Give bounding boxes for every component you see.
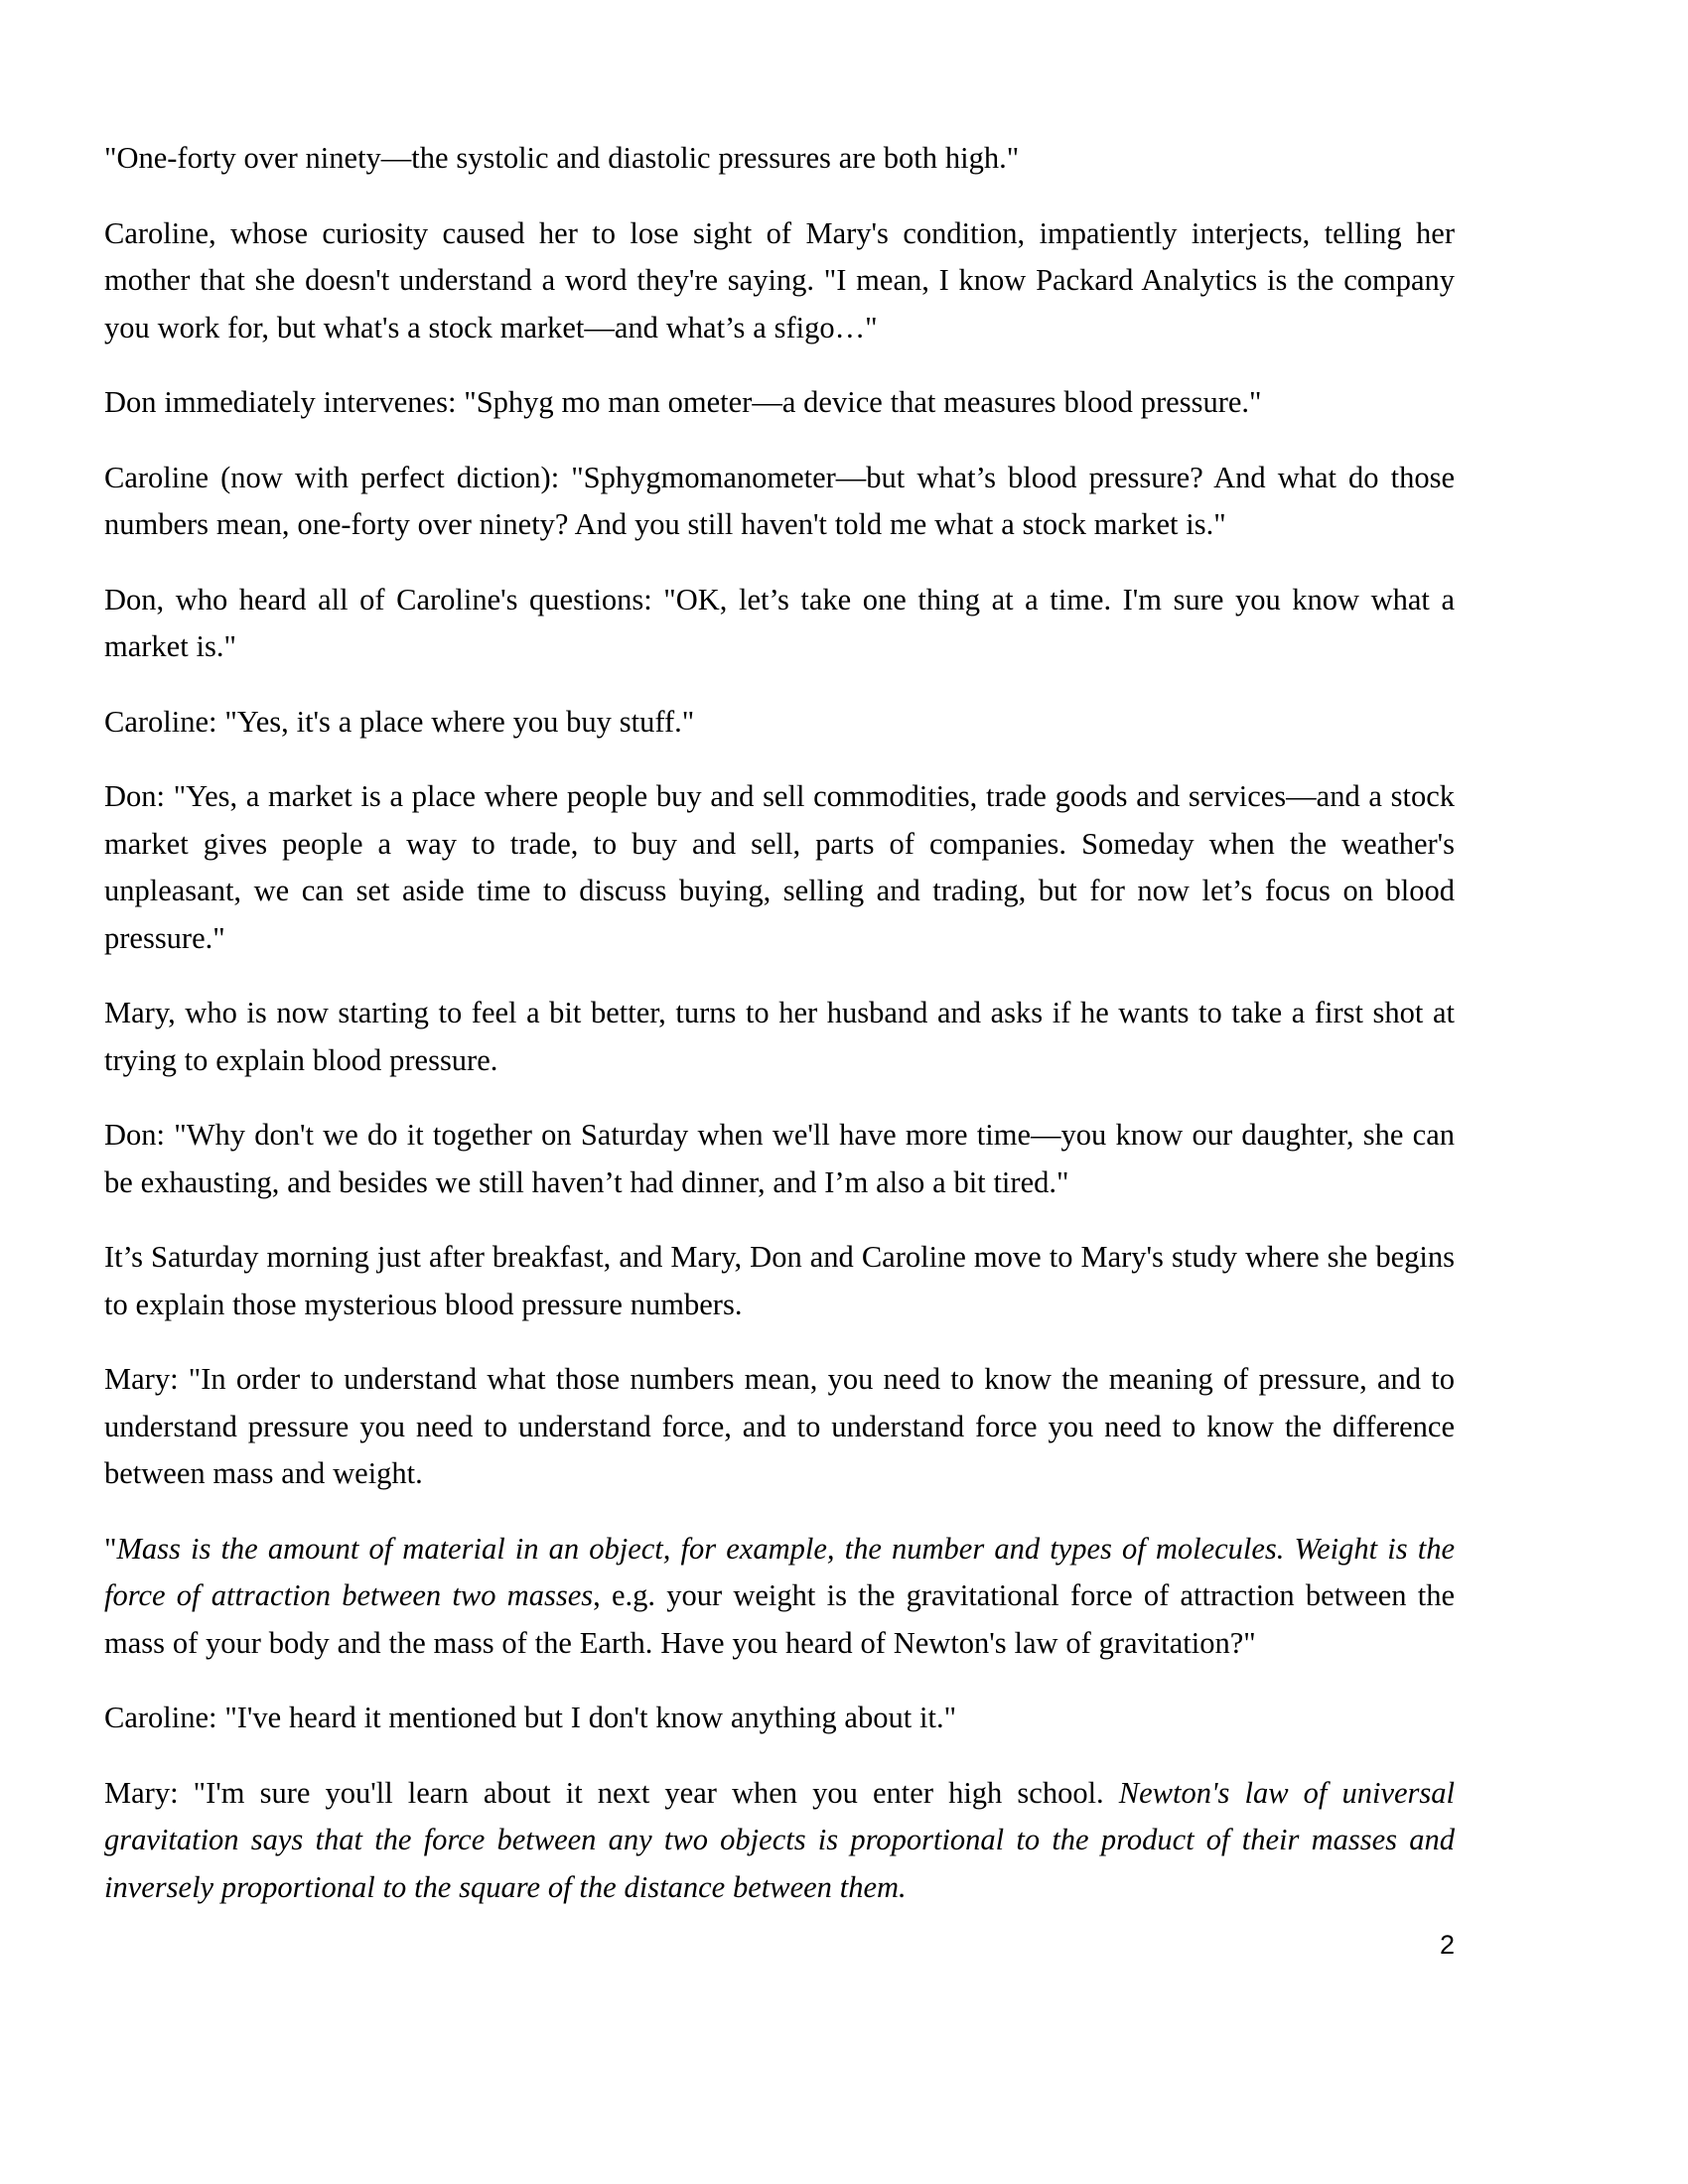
- paragraph: [104, 1770, 1455, 1912]
- text-run: Caroline: "I've heard it mentioned but I don't know anything about it.": [104, 1701, 957, 1734]
- text-run: Don: "Why don't we do it together on Saturday when we'll have more time—you know our daughter, she can be exhausting, and besides we still haven’t had dinner, and I’m also a bit tired.": [104, 1118, 1455, 1199]
- text-run: It’s Saturday morning just after breakfast, and Mary, Don and Caroline move to Mary's study where she begins to explain those mysterious blood pressure numbers.: [104, 1240, 1455, 1321]
- paragraph: [104, 1356, 1455, 1498]
- paragraph: [104, 699, 1455, 747]
- paragraph: [104, 577, 1455, 671]
- paragraph: [104, 1112, 1455, 1206]
- text-run: "One-forty over ninety—the systolic and diastolic pressures are both high.": [104, 141, 1020, 175]
- text-run: Mary: "I'm sure you'll learn about it next year when you enter high school.: [104, 1775, 1119, 1810]
- paragraph: [104, 455, 1455, 549]
- text-run: Don immediately intervenes: "Sphyg mo man ometer—a device that measures blood pressure.": [104, 385, 1262, 419]
- text-run: Caroline, whose curiosity caused her to lose sight of Mary's condition, impatiently interjects, telling her mother that she doesn't understand a word they're saying. "I mean, I know Packard Analytics is the company you work for, but what's a stock market—and what’s a sfigo…": [104, 215, 1455, 344]
- paragraph: [104, 1234, 1455, 1328]
- text-run: Mary: "In order to understand what those numbers mean, you need to know the meaning of pressure, and to understand pressure you need to understand force, and to understand force you need to know the difference between mass and weight.: [104, 1362, 1455, 1490]
- paragraph: [104, 990, 1455, 1084]
- text-run: , e.g. your weight is the gravitational force of attraction between the mass of your body and the mass of the Earth. Have you heard of Newton's law of gravitation?": [104, 1578, 1455, 1660]
- text-run: Caroline: "Yes, it's a place where you buy stuff.": [104, 704, 695, 739]
- paragraph: [104, 379, 1455, 427]
- paragraph: [104, 1695, 1455, 1742]
- text-run: ": [104, 1531, 117, 1566]
- paragraph: [104, 135, 1455, 183]
- document-body-text: [104, 135, 1455, 1911]
- paragraph: [104, 1526, 1455, 1668]
- text-run: Mary, who is now starting to feel a bit better, turns to her husband and asks if he wants to take a first shot at trying to explain blood pressure.: [104, 996, 1455, 1077]
- italic-run: Newton's law of universal gravitation says that the force between any two objects is proportional to the product of their masses and inversely proportional to the square of the distance between them.: [104, 1775, 1455, 1904]
- paragraph: [104, 773, 1455, 962]
- text-run: Caroline (now with perfect diction): "Sphygmomanometer—but what’s blood pressure? And what do those numbers mean, one-forty over ninety? And you still haven't told me what a stock market is.": [104, 460, 1455, 541]
- text-run: Don: "Yes, a market is a place where people buy and sell commodities, trade goods and services—and a stock market gives people a way to trade, to buy and sell, parts of companies. Someday when the weather's unpleasant, we can set aside time to discuss buying, selling and trading, but for now let’s focus on blood pressure.": [104, 779, 1455, 955]
- italic-run: Mass is the amount of material in an object, for example, the number and types of molecules. Weight is the force of attraction between two masses: [104, 1531, 1455, 1612]
- text-run: Don, who heard all of Caroline's questions: "OK, let’s take one thing at a time. I'm sure you know what a market is.": [104, 582, 1455, 663]
- paragraph: [104, 210, 1455, 352]
- page-number: 2: [1439, 1930, 1455, 1960]
